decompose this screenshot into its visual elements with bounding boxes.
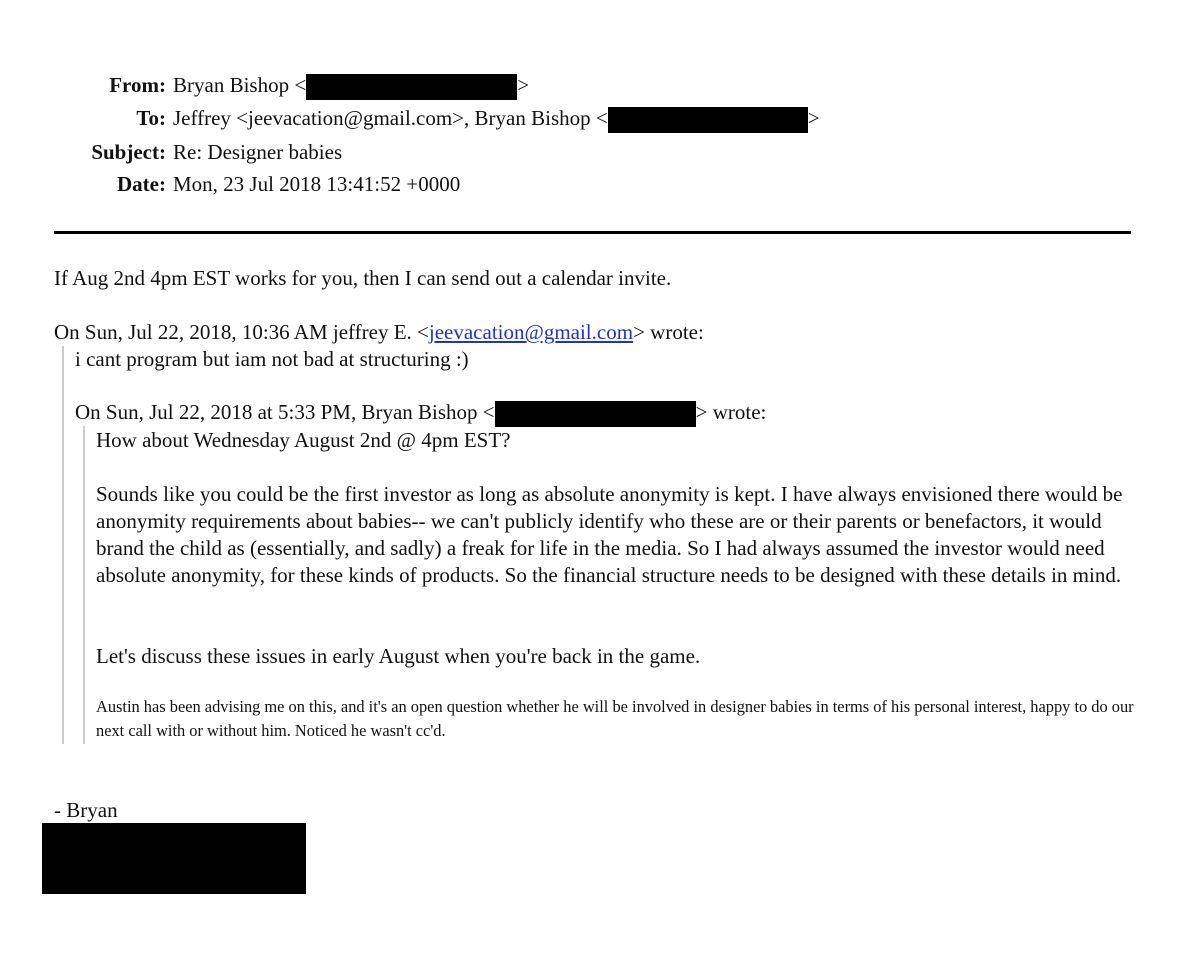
- quote1-intro: [54, 319, 704, 346]
- signature: - Bryan: [54, 798, 118, 822]
- signature-redaction: [42, 823, 306, 894]
- from-close: >: [517, 73, 530, 97]
- quote1-intro-pre: On Sun, Jul 22, 2018, 10:36 AM jeffrey E. <: [54, 320, 429, 344]
- date-label: Date:: [117, 172, 166, 196]
- to-close: >: [807, 106, 820, 130]
- to-value: [173, 104, 820, 133]
- header-divider: [54, 231, 1131, 234]
- quote2-line1: How about Wednesday August 2nd @ 4pm EST?: [96, 428, 511, 452]
- from-name: Bryan Bishop <: [173, 73, 307, 97]
- from-label: From:: [109, 73, 166, 97]
- from-value: [173, 71, 529, 100]
- quote2-paragraph: Sounds like you could be the first investor as long as absolute anonymity is kept. I have always envisioned there would be anonymity requirements about babies-- we can't publicly identify who these are or their parents or benefactors, it would brand the child as (essentially, and sadly) a freak for life in the media. So I had always assumed the investor would need absolute anonymity, for these kinds of products. So the financial structure needs to be designed with these details in mind.: [96, 482, 1123, 587]
- subject-value: Re: Designer babies: [173, 140, 343, 164]
- quote2-intro-post: > wrote:: [695, 400, 767, 424]
- from-email-redaction: [306, 74, 517, 100]
- quote1-text: i cant program but iam not bad at structuring :): [75, 347, 469, 371]
- subject-label: Subject:: [91, 140, 166, 164]
- quote2-email-redaction: [495, 401, 696, 427]
- quote2-intro-pre: On Sun, Jul 22, 2018 at 5:33 PM, Bryan Bishop <: [75, 400, 495, 424]
- quote1-intro-post: > wrote:: [633, 320, 704, 344]
- quote2-small-note: Austin has been advising me on this, and it's an open question whether he will be involved in designer babies in terms of his personal interest, happy to do our next call with or without him. Noticed he wasn't cc'd.: [96, 697, 1134, 740]
- date-value: Mon, 23 Jul 2018 13:41:52 +0000: [173, 172, 461, 196]
- quote1-email-link[interactable]: jeevacation@gmail.com: [428, 320, 634, 344]
- quote1-bar: [62, 346, 64, 744]
- quote2-bar: [83, 426, 85, 744]
- to-recipients: Jeffrey <jeevacation@gmail.com>, Bryan Bishop <: [173, 106, 608, 130]
- quote2-intro: [75, 399, 766, 427]
- reply-text: If Aug 2nd 4pm EST works for you, then I can send out a calendar invite.: [54, 266, 672, 290]
- to-label: To:: [136, 106, 166, 130]
- quote2-discuss: Let's discuss these issues in early August when you're back in the game.: [96, 644, 701, 668]
- to-email-redaction: [608, 107, 808, 133]
